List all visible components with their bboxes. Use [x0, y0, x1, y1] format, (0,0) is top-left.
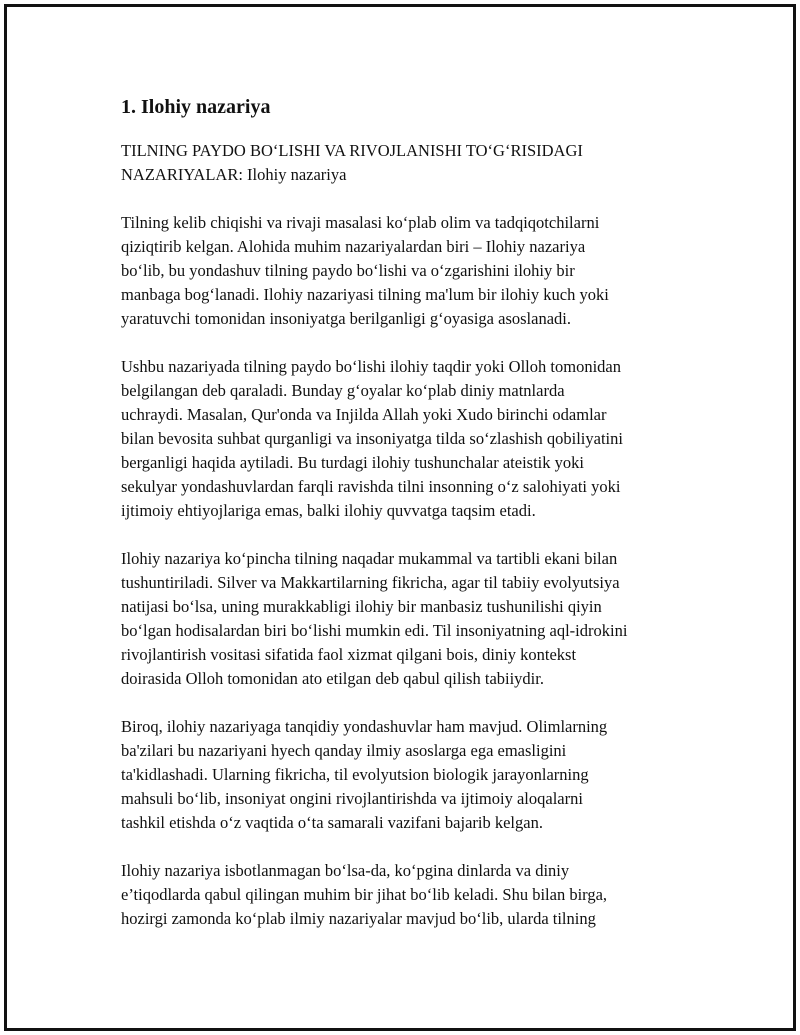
paragraph-3 — [121, 547, 701, 691]
paragraph-1 — [121, 211, 701, 331]
paragraph-line: tashkil etishda oʻz vaqtida oʻta samarali vazifani bajarib kelgan. — [121, 813, 543, 832]
paragraph-line: berganligi haqida aytiladi. Bu turdagi ilohiy tushunchalar ateistik yoki — [121, 453, 584, 472]
paragraph-line: bilan bevosita suhbat qurganligi va insoniyatga tilda soʻzlashish qobiliyatini — [121, 429, 623, 448]
paragraph-line: doirasida Olloh tomonidan ato etilgan deb qabul qilish tabiiydir. — [121, 669, 544, 688]
subtitle-line: NAZARIYALAR: Ilohiy nazariya — [121, 165, 347, 184]
paragraph-line: tushuntiriladi. Silver va Makkartilarning fikricha, agar til tabiiy evolyutsiya — [121, 573, 620, 592]
paragraph-line: ta'kidlashadi. Ularning fikricha, til evolyutsion biologik jarayonlarning — [121, 765, 589, 784]
paragraph-line: Ushbu nazariyada tilning paydo boʻlishi ilohiy taqdir yoki Olloh tomonidan — [121, 357, 621, 376]
page-frame — [4, 4, 796, 1031]
paragraph-line: Ilohiy nazariya isbotlanmagan boʻlsa-da, koʻpgina dinlarda va diniy — [121, 861, 570, 880]
paragraph-line: Ilohiy nazariya koʻpincha tilning naqadar mukammal va tartibli ekani bilan — [121, 549, 618, 568]
section-subtitle — [121, 139, 701, 187]
paragraph-line: e’tiqodlarda qabul qilingan muhim bir jihat boʻlib keladi. Shu bilan birga, — [121, 885, 608, 904]
subtitle-line: TILNING PAYDO BOʻLISHI VA RIVOJLANISHI TOʻGʻRISIDAGI — [121, 141, 583, 160]
paragraph-line: Biroq, ilohiy nazariyaga tanqidiy yondashuvlar ham mavjud. Olimlarning — [121, 717, 608, 736]
document-body — [121, 95, 701, 955]
paragraph-line: uchraydi. Masalan, Qur'onda va Injilda Allah yoki Xudo birinchi odamlar — [121, 405, 607, 424]
paragraph-line: qiziqtirib kelgan. Alohida muhim nazariyalardan biri – Ilohiy nazariya — [121, 237, 586, 256]
paragraph-line: sekulyar yondashuvlardan farqli ravishda tilni insonning oʻz salohiyati yoki — [121, 477, 621, 496]
paragraph-line: ijtimoiy ehtiyojlariga emas, balki ilohiy quvvatga taqsim etadi. — [121, 501, 536, 520]
paragraph-5 — [121, 859, 701, 931]
paragraph-line: yaratuvchi tomonidan insoniyatga berilganligi gʻoyasiga asoslanadi. — [121, 309, 571, 328]
paragraph-line: mahsuli boʻlib, insoniyat ongini rivojlantirishda va ijtimoiy aloqalarni — [121, 789, 583, 808]
paragraph-line: manbaga bogʻlanadi. Ilohiy nazariyasi tilning ma'lum bir ilohiy kuch yoki — [121, 285, 609, 304]
paragraph-line: hozirgi zamonda koʻplab ilmiy nazariyalar mavjud boʻlib, ularda tilning — [121, 909, 596, 928]
paragraph-line: Tilning kelib chiqishi va rivaji masalasi koʻplab olim va tadqiqotchilarni — [121, 213, 600, 232]
paragraph-line: boʻlib, bu yondashuv tilning paydo boʻlishi va oʻzgarishini ilohiy bir — [121, 261, 575, 280]
paragraph-line: belgilangan deb qaraladi. Bunday gʻoyalar koʻplab diniy matnlarda — [121, 381, 565, 400]
paragraph-line: boʻlgan hodisalardan biri boʻlishi mumkin edi. Til insoniyatning aql-idrokini — [121, 621, 628, 640]
paragraph-line: rivojlantirish vositasi sifatida faol xizmat qilgani bois, diniy kontekst — [121, 645, 577, 664]
section-heading: 1. Ilohiy nazariya — [121, 96, 271, 118]
paragraph-line: ba'zilari bu nazariyani hyech qanday ilmiy asoslarga ega emasligini — [121, 741, 567, 760]
paragraph-line: natijasi boʻlsa, uning murakkabligi ilohiy bir manbasiz tushunilishi qiyin — [121, 597, 602, 616]
paragraph-2 — [121, 355, 701, 523]
paragraph-4 — [121, 715, 701, 835]
